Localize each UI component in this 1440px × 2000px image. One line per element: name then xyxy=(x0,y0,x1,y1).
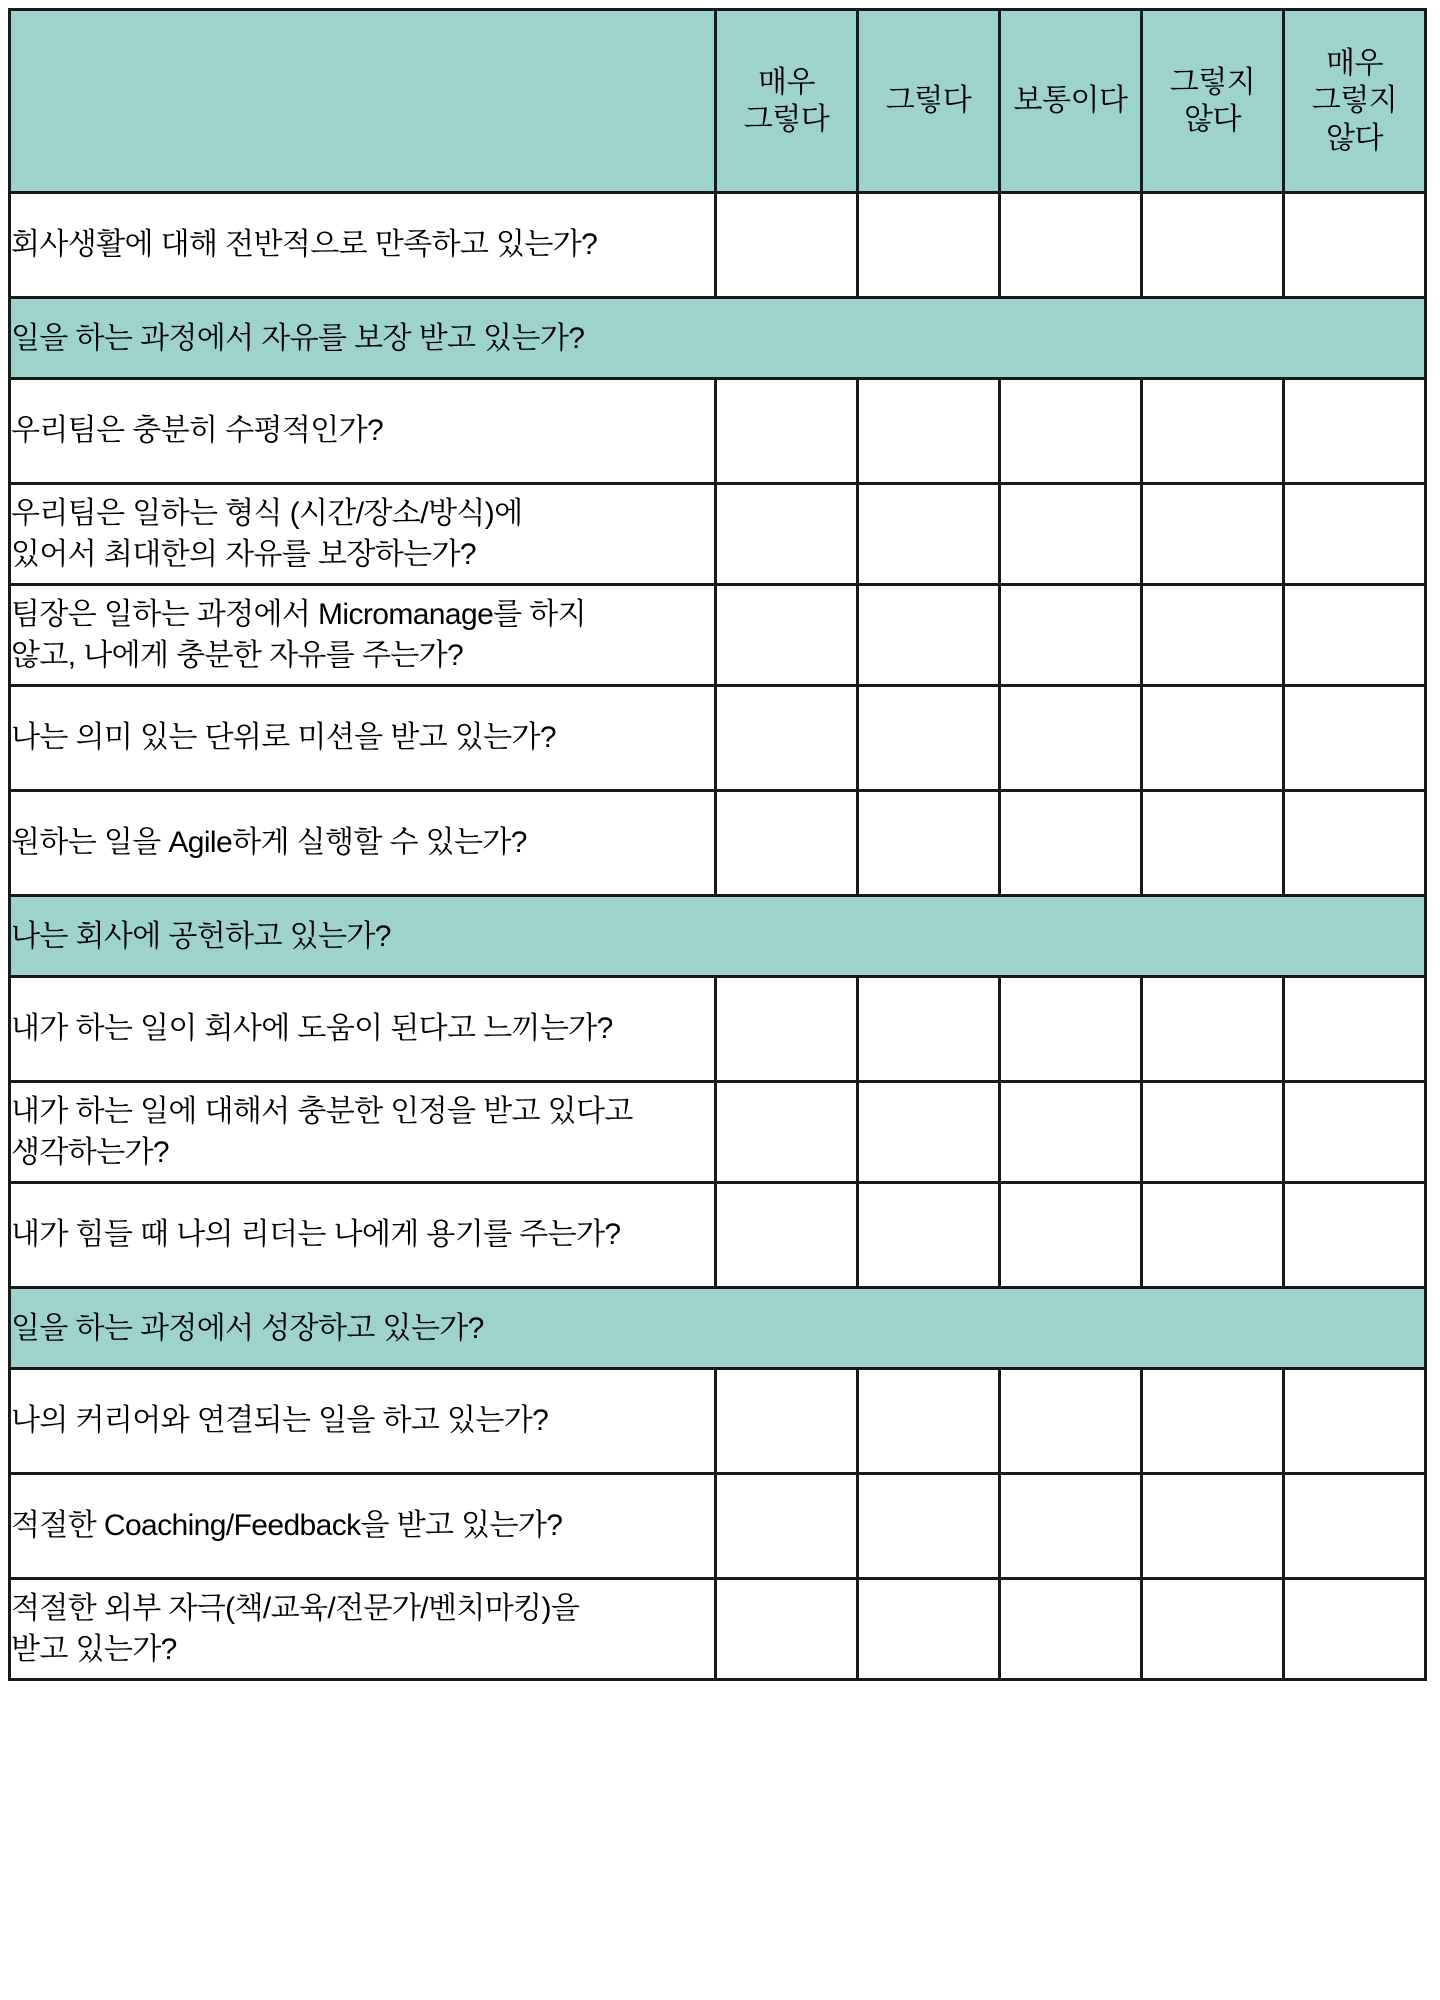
column-header-line: 않다 xyxy=(1326,121,1383,155)
answer-checkbox-cell[interactable] xyxy=(858,484,1000,585)
question-text xyxy=(10,1082,716,1183)
question-text: 우리팀은 충분히 수평적인가? xyxy=(10,379,716,484)
table-row xyxy=(10,484,1426,585)
table-row xyxy=(10,686,1426,791)
answer-checkbox-cell[interactable] xyxy=(1284,1369,1426,1474)
answer-checkbox-cell[interactable] xyxy=(716,484,858,585)
answer-checkbox-cell[interactable] xyxy=(1000,193,1142,298)
answer-checkbox-cell[interactable] xyxy=(716,1183,858,1288)
question-text xyxy=(10,484,716,585)
table-row xyxy=(10,1082,1426,1183)
table-header xyxy=(10,10,1426,193)
answer-checkbox-cell[interactable] xyxy=(1284,484,1426,585)
table-row xyxy=(10,585,1426,686)
answer-checkbox-cell[interactable] xyxy=(1142,1082,1284,1183)
answer-checkbox-cell[interactable] xyxy=(1000,1369,1142,1474)
answer-checkbox-cell[interactable] xyxy=(1000,686,1142,791)
answer-checkbox-cell[interactable] xyxy=(1000,1082,1142,1183)
answer-checkbox-cell[interactable] xyxy=(716,379,858,484)
answer-checkbox-cell[interactable] xyxy=(1284,686,1426,791)
column-header-line: 보통이다 xyxy=(1013,84,1128,118)
survey-sheet xyxy=(8,8,1424,1681)
answer-checkbox-cell[interactable] xyxy=(1284,193,1426,298)
question-text: 나는 의미 있는 단위로 미션을 받고 있는가? xyxy=(10,686,716,791)
answer-checkbox-cell[interactable] xyxy=(716,1082,858,1183)
question-text xyxy=(10,1579,716,1680)
table-row xyxy=(10,1183,1426,1288)
answer-checkbox-cell[interactable] xyxy=(1142,1183,1284,1288)
answer-checkbox-cell[interactable] xyxy=(1142,1474,1284,1579)
answer-checkbox-cell[interactable] xyxy=(716,193,858,298)
survey-table xyxy=(8,8,1427,1681)
question-line: 적절한 외부 자극(책/교육/전문가/벤치마킹)을 xyxy=(11,1591,580,1625)
answer-checkbox-cell[interactable] xyxy=(716,977,858,1082)
question-text: 내가 힘들 때 나의 리더는 나에게 용기를 주는가? xyxy=(10,1183,716,1288)
column-header-line: 그렇다 xyxy=(885,84,972,118)
question-line: 않고, 나에게 충분한 자유를 주는가? xyxy=(11,639,464,672)
question-line: 받고 있는가? xyxy=(11,1633,177,1666)
section-row xyxy=(10,298,1426,379)
answer-checkbox-cell[interactable] xyxy=(1284,977,1426,1082)
section-title: 나는 회사에 공헌하고 있는가? xyxy=(10,896,1426,977)
answer-checkbox-cell[interactable] xyxy=(716,1369,858,1474)
answer-checkbox-cell[interactable] xyxy=(1142,977,1284,1082)
table-row xyxy=(10,379,1426,484)
answer-checkbox-cell[interactable] xyxy=(1000,1474,1142,1579)
column-header-neutral xyxy=(1000,10,1142,193)
answer-checkbox-cell[interactable] xyxy=(1000,1183,1142,1288)
table-row xyxy=(10,1474,1426,1579)
column-header-line: 매우 xyxy=(1326,46,1383,80)
question-text: 적절한 Coaching/Feedback을 받고 있는가? xyxy=(10,1474,716,1579)
question-line: 우리팀은 일하는 형식 (시간/장소/방식)에 xyxy=(11,496,523,530)
answer-checkbox-cell[interactable] xyxy=(858,791,1000,896)
answer-checkbox-cell[interactable] xyxy=(858,193,1000,298)
column-header-agree xyxy=(858,10,1000,193)
answer-checkbox-cell[interactable] xyxy=(716,585,858,686)
section-row xyxy=(10,896,1426,977)
answer-checkbox-cell[interactable] xyxy=(1000,791,1142,896)
question-line: 팀장은 일하는 과정에서 Micromanage를 하지 xyxy=(11,597,587,631)
table-row xyxy=(10,1369,1426,1474)
answer-checkbox-cell[interactable] xyxy=(1000,585,1142,686)
question-line: 있어서 최대한의 자유를 보장하는가? xyxy=(11,538,476,571)
answer-checkbox-cell[interactable] xyxy=(1000,379,1142,484)
column-header-line: 그렇다 xyxy=(743,103,830,136)
answer-checkbox-cell[interactable] xyxy=(1000,977,1142,1082)
answer-checkbox-cell[interactable] xyxy=(1284,1082,1426,1183)
header-question-blank xyxy=(10,10,716,193)
question-text xyxy=(10,585,716,686)
column-header-line: 않다 xyxy=(1184,103,1241,136)
answer-checkbox-cell[interactable] xyxy=(1142,791,1284,896)
section-row xyxy=(10,1288,1426,1369)
header-row xyxy=(10,10,1426,193)
answer-checkbox-cell[interactable] xyxy=(858,1474,1000,1579)
section-title: 일을 하는 과정에서 성장하고 있는가? xyxy=(10,1288,1426,1369)
answer-checkbox-cell[interactable] xyxy=(1142,484,1284,585)
question-line: 내가 하는 일에 대해서 충분한 인정을 받고 있다고 xyxy=(11,1094,633,1128)
answer-checkbox-cell[interactable] xyxy=(858,1369,1000,1474)
answer-checkbox-cell[interactable] xyxy=(858,977,1000,1082)
answer-checkbox-cell[interactable] xyxy=(716,686,858,791)
section-title: 일을 하는 과정에서 자유를 보장 받고 있는가? xyxy=(10,298,1426,379)
column-header-line: 그렇지 xyxy=(1169,65,1256,99)
question-text: 나의 커리어와 연결되는 일을 하고 있는가? xyxy=(10,1369,716,1474)
question-text: 내가 하는 일이 회사에 도움이 된다고 느끼는가? xyxy=(10,977,716,1082)
table-row xyxy=(10,193,1426,298)
question-text: 회사생활에 대해 전반적으로 만족하고 있는가? xyxy=(10,193,716,298)
answer-checkbox-cell[interactable] xyxy=(1284,585,1426,686)
column-header-line: 매우 xyxy=(758,65,815,99)
answer-checkbox-cell[interactable] xyxy=(858,1183,1000,1288)
answer-checkbox-cell[interactable] xyxy=(1000,1579,1142,1680)
answer-checkbox-cell[interactable] xyxy=(716,1579,858,1680)
column-header-line: 그렇지 xyxy=(1311,84,1398,118)
answer-checkbox-cell[interactable] xyxy=(858,585,1000,686)
answer-checkbox-cell[interactable] xyxy=(1284,791,1426,896)
table-row xyxy=(10,791,1426,896)
answer-checkbox-cell[interactable] xyxy=(858,1082,1000,1183)
column-header-strongly-agree xyxy=(716,10,858,193)
answer-checkbox-cell[interactable] xyxy=(1000,484,1142,585)
answer-checkbox-cell[interactable] xyxy=(716,1474,858,1579)
column-header-disagree xyxy=(1142,10,1284,193)
answer-checkbox-cell[interactable] xyxy=(1142,1579,1284,1680)
answer-checkbox-cell[interactable] xyxy=(858,1579,1000,1680)
answer-checkbox-cell[interactable] xyxy=(1142,686,1284,791)
answer-checkbox-cell[interactable] xyxy=(1142,379,1284,484)
answer-checkbox-cell[interactable] xyxy=(1142,585,1284,686)
answer-checkbox-cell[interactable] xyxy=(716,791,858,896)
answer-checkbox-cell[interactable] xyxy=(858,686,1000,791)
answer-checkbox-cell[interactable] xyxy=(858,379,1000,484)
question-text: 원하는 일을 Agile하게 실행할 수 있는가? xyxy=(10,791,716,896)
answer-checkbox-cell[interactable] xyxy=(1142,193,1284,298)
answer-checkbox-cell[interactable] xyxy=(1142,1369,1284,1474)
column-header-strongly-disagree xyxy=(1284,10,1426,193)
question-line: 생각하는가? xyxy=(11,1136,169,1169)
answer-checkbox-cell[interactable] xyxy=(1284,1183,1426,1288)
answer-checkbox-cell[interactable] xyxy=(1284,1474,1426,1579)
answer-checkbox-cell[interactable] xyxy=(1284,379,1426,484)
answer-checkbox-cell[interactable] xyxy=(1284,1579,1426,1680)
table-row xyxy=(10,977,1426,1082)
table-row xyxy=(10,1579,1426,1680)
table-body xyxy=(10,193,1426,1680)
